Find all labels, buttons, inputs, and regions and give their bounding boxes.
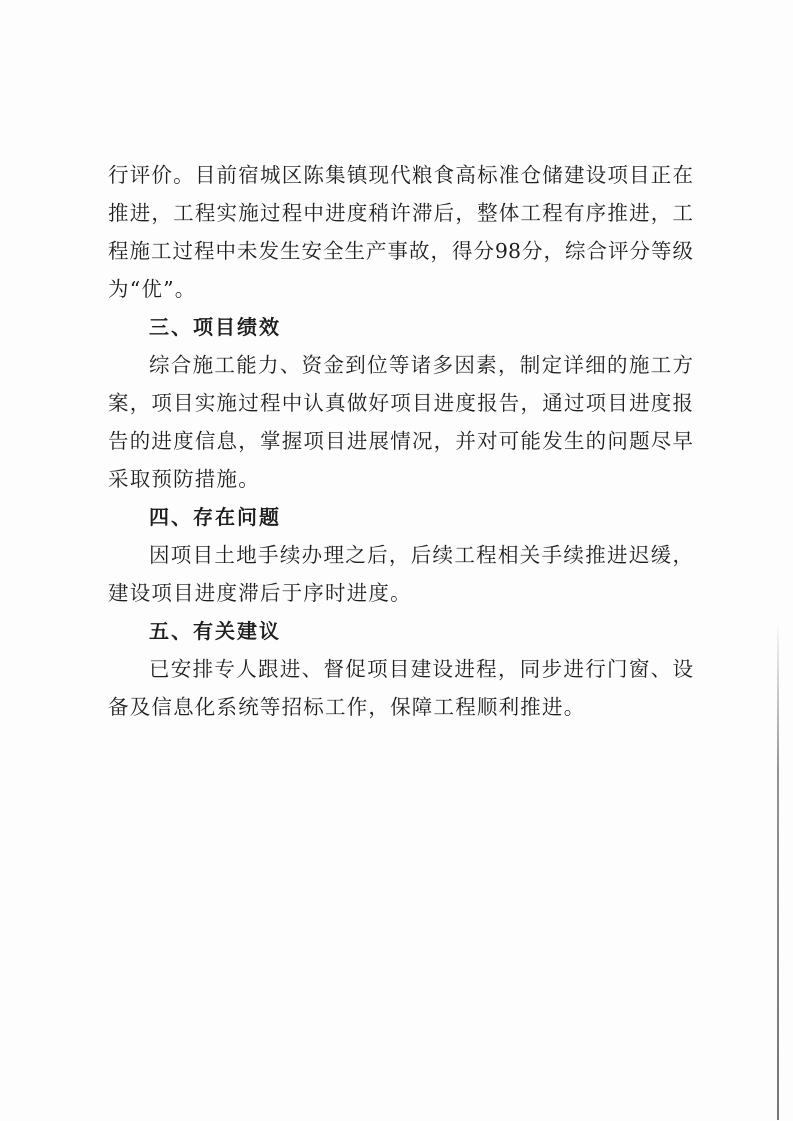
section-heading-issues: 四、存在问题 [149, 505, 281, 529]
paragraph-line: 建设项目进度滞后于序时进度。 [108, 581, 412, 605]
paragraph-line: 推进，工程实施过程中进度稍许滞后，整体工程有序推进，工 [108, 201, 693, 225]
paragraph-line: 备及信息化系统等招标工作，保障工程顺利推进。 [108, 695, 586, 719]
scan-edge-shadow [777, 620, 779, 1120]
paragraph-line: 案，项目实施过程中认真做好项目进度报告，通过项目进度报 [108, 391, 693, 415]
paragraph-line: 告的进度信息，掌握项目进展情况，并对可能发生的问题尽早 [108, 429, 693, 453]
paragraph-line: 程施工过程中未发生安全生产事故，得分98分，综合评分等级 [108, 239, 693, 263]
section-heading-performance: 三、项目绩效 [149, 315, 281, 339]
paragraph-line: 为“优”。 [108, 277, 197, 301]
section-heading-suggestions: 五、有关建议 [149, 619, 281, 643]
paragraph-line: 行评价。目前宿城区陈集镇现代粮食高标准仓储建设项目正在 [108, 163, 693, 187]
paragraph-line: 综合施工能力、资金到位等诸多因素，制定详细的施工方 [149, 353, 693, 377]
document-body [108, 156, 693, 726]
paragraph-line: 因项目土地手续办理之后，后续工程相关手续推进迟缓， [149, 543, 693, 567]
paragraph-line: 已安排专人跟进、督促项目建设进程，同步进行门窗、设 [149, 657, 693, 681]
paragraph-line: 采取预防措施。 [108, 467, 260, 491]
